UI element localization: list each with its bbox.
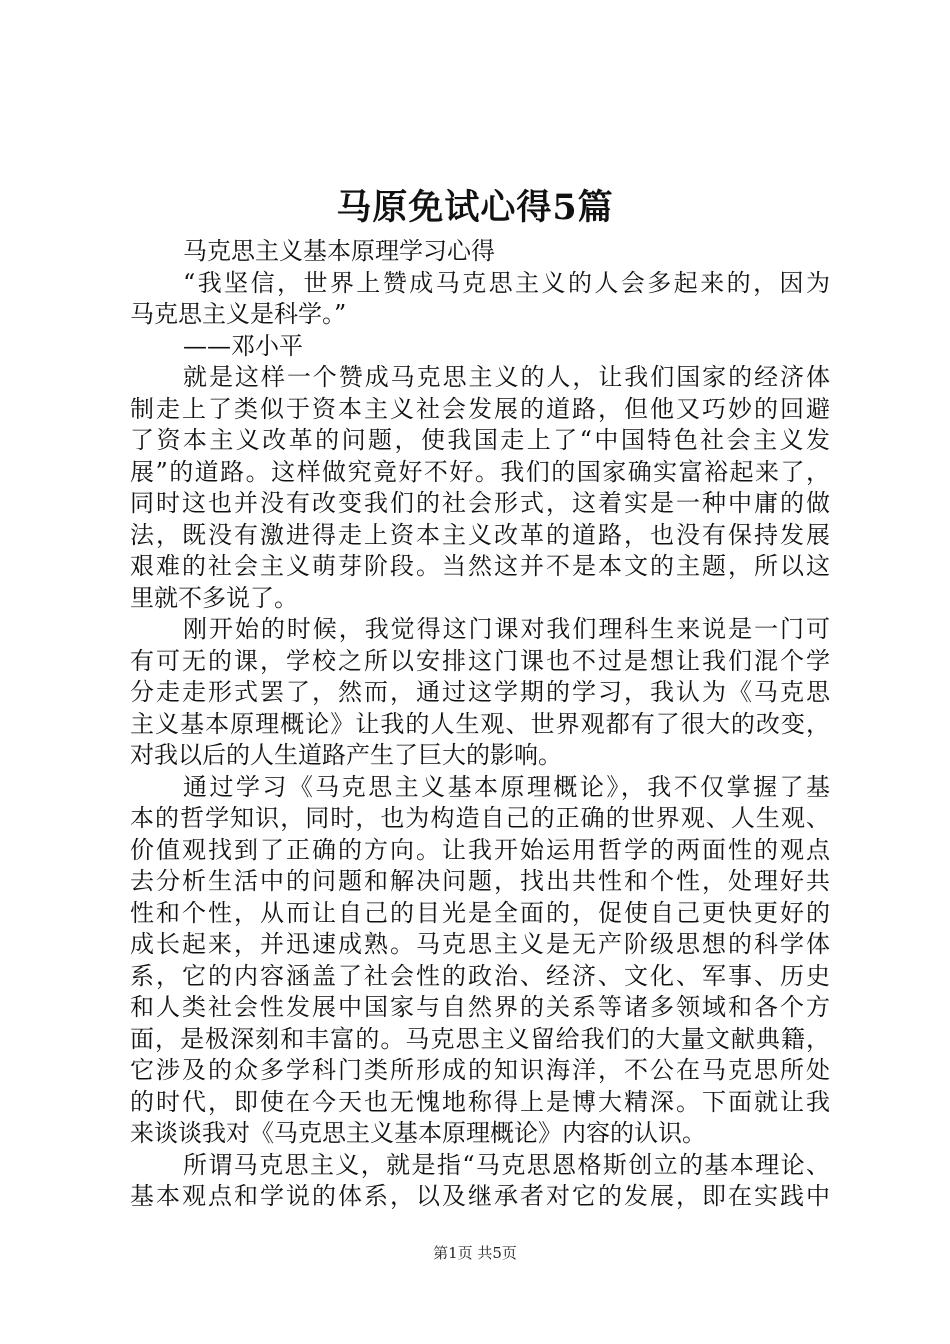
page-footer: 第1页 共5页 xyxy=(433,1244,517,1262)
text-line: 了资本主义改革的问题，使我国走上了“中国特色社会主义发 xyxy=(130,426,830,454)
text-line: 基本观点和学说的体系，以及继承者对它的发展，即在实践中 xyxy=(130,1182,830,1210)
text-line: 里就不多说了。 xyxy=(130,583,298,612)
text-line: 通过学习《马克思主义基本原理概论》，我不仅掌握了基 xyxy=(183,772,830,801)
text-line: 价值观找到了正确的方向。让我开始运用哲学的两面性的观点 xyxy=(130,835,830,864)
text-line: 它涉及的众多学科门类所形成的知识海洋，不公在马克思所处 xyxy=(130,1056,830,1084)
text-line: 所谓马克思主义，就是指“马克思恩格斯创立的基本理论、 xyxy=(183,1150,830,1179)
text-line: 分走走形式罢了，然而，通过这学期的学习，我认为《马克思 xyxy=(130,678,830,706)
text-line: 马克思主义基本原理学习心得 xyxy=(183,237,495,265)
document-body xyxy=(130,236,830,1213)
text-line: 艰难的社会主义萌芽阶段。当然这并不是本文的主题，所以这 xyxy=(130,552,830,580)
text-line: 系，它的内容涵盖了社会性的政治、经济、文化、军事、历史 xyxy=(130,961,830,990)
text-line: 对我以后的人生道路产生了巨大的影响。 xyxy=(130,741,562,769)
text-line: 马克思主义是科学。” xyxy=(130,300,347,328)
text-line: 和人类社会性发展中国家与自然界的关系等诸多领域和各个方 xyxy=(130,993,830,1021)
text-line: 去分析生活中的问题和解决问题，找出共性和个性，处理好共 xyxy=(130,867,830,895)
text-line: 展”的道路。这样做究竟好不好。我们的国家确实富裕起来了， xyxy=(130,457,830,486)
text-line: 性和个性，从而让自己的目光是全面的，促使自己更快更好的 xyxy=(130,898,830,927)
text-line: 就是这样一个赞成马克思主义的人，让我们国家的经济体 xyxy=(183,363,830,391)
text-line: 法，既没有激进得走上资本主义改革的道路，也没有保持发展 xyxy=(130,520,830,549)
text-line: 成长起来，并迅速成熟。马克思主义是无产阶级思想的科学体 xyxy=(130,930,830,958)
document-title: 马原免试心得5篇 xyxy=(336,187,614,228)
text-line: 有可无的课，学校之所以安排这门课也不过是想让我们混个学 xyxy=(130,646,830,675)
text-line: 面，是极深刻和丰富的。马克思主义留给我们的大量文献典籍， xyxy=(130,1024,830,1053)
text-line: ——邓小平 xyxy=(183,331,303,360)
text-line: 来谈谈我对《马克思主义基本原理概论》内容的认识。 xyxy=(130,1119,706,1147)
text-line: 刚开始的时候，我觉得这门课对我们理科生来说是一门可 xyxy=(183,615,830,643)
text-line: 同时这也并没有改变我们的社会形式，这着实是一种中庸的做 xyxy=(130,489,830,517)
text-line: “我坚信，世界上赞成马克思主义的人会多起来的，因为 xyxy=(183,268,830,297)
text-line: 主义基本原理概论》让我的人生观、世界观都有了很大的改变， xyxy=(130,709,830,738)
text-line: 的时代，即使在今天也无愧地称得上是博大精深。下面就让我 xyxy=(130,1087,830,1116)
text-line: 本的哲学知识，同时，也为构造自己的正确的世界观、人生观、 xyxy=(130,804,830,832)
text-line: 制走上了类似于资本主义社会发展的道路，但他又巧妙的回避 xyxy=(130,394,830,423)
